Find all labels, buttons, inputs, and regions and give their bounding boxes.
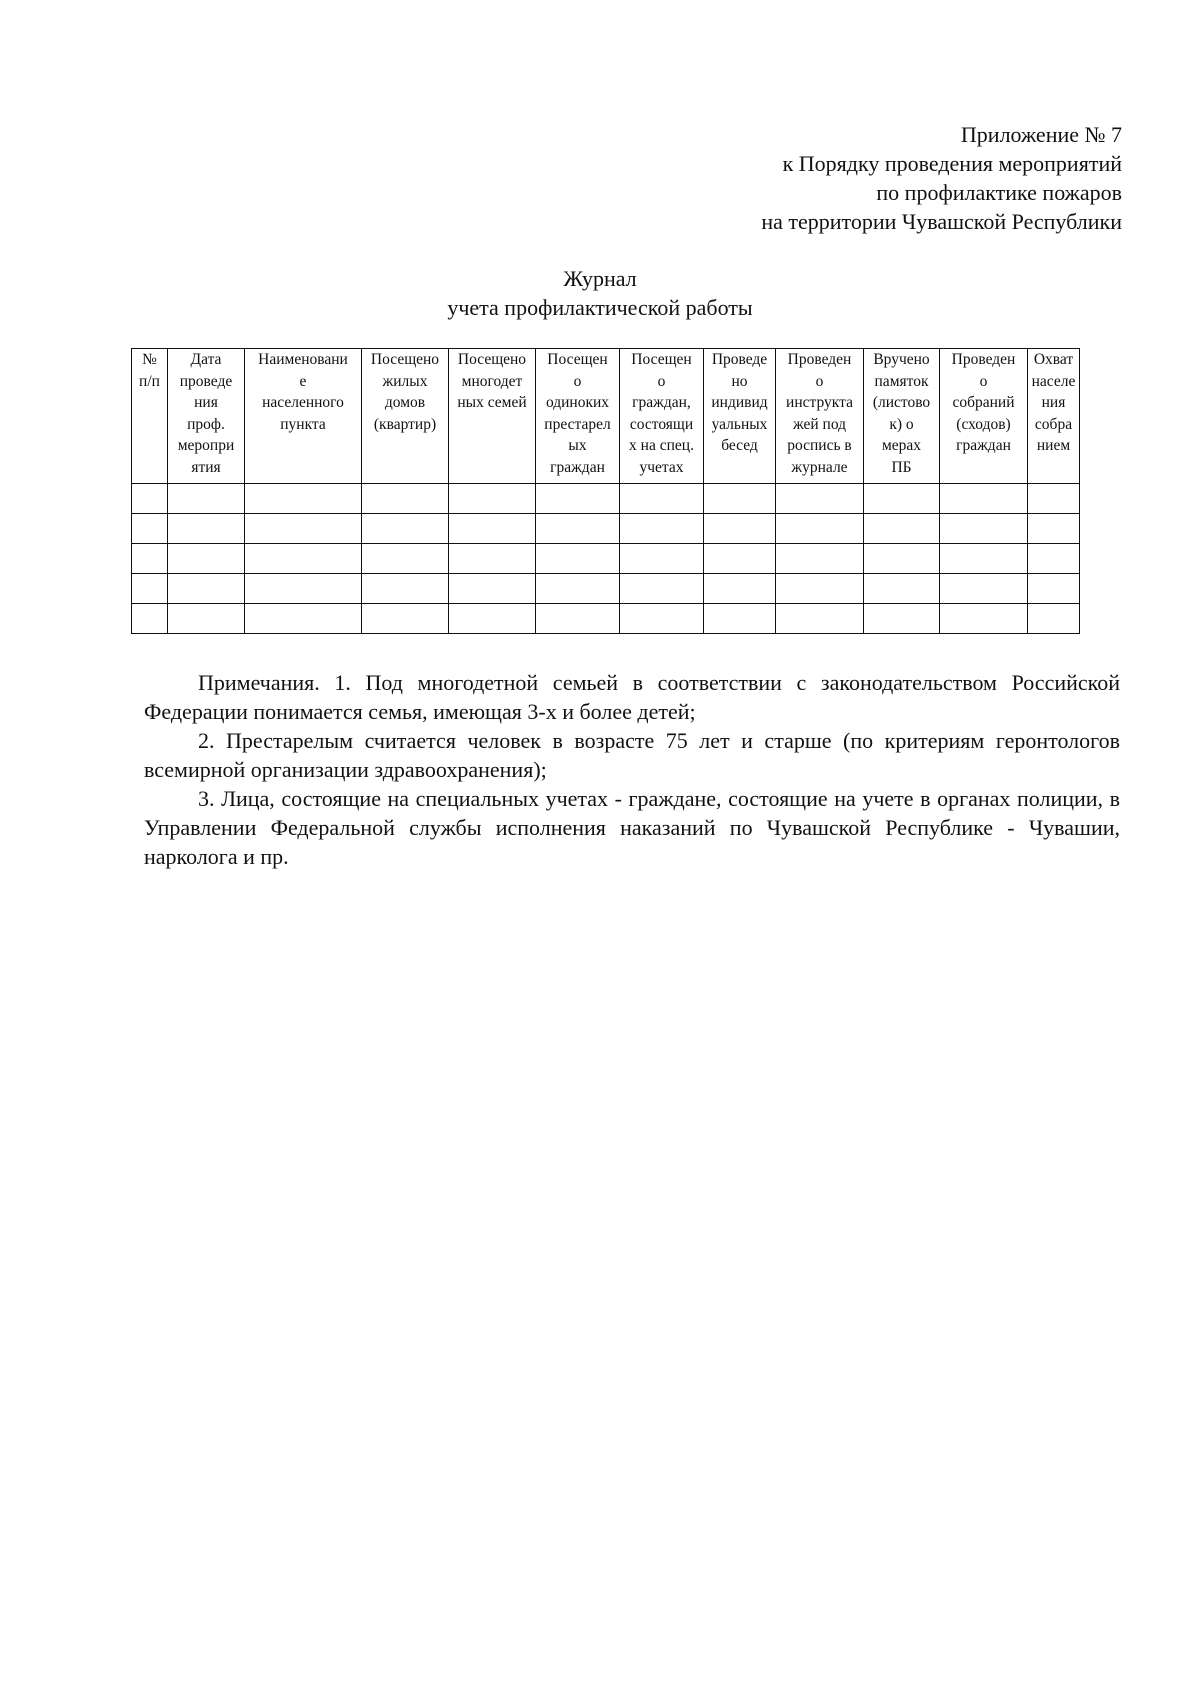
note-paragraph: 2. Престарелым считается человек в возрасте 75 лет и старше (по критериям геронтологов всемирной организации здравоохранения); bbox=[144, 728, 1120, 782]
appendix-line: Приложение № 7 bbox=[960, 122, 1122, 147]
table-cell bbox=[536, 484, 620, 514]
table-cell bbox=[704, 514, 776, 544]
column-header: Проведен о инструкта жей под роспись в журнале bbox=[776, 349, 864, 484]
table-cell bbox=[168, 574, 245, 604]
journal-title bbox=[0, 264, 1200, 322]
journal-title-line1: Журнал bbox=[563, 266, 637, 291]
table-cell bbox=[1028, 514, 1080, 544]
table-cell bbox=[864, 514, 940, 544]
appendix-line: по профилактике пожаров bbox=[876, 180, 1122, 205]
table-cell bbox=[864, 484, 940, 514]
table-header-row bbox=[132, 349, 1080, 484]
table-cell bbox=[776, 574, 864, 604]
table-cell bbox=[536, 604, 620, 634]
column-header: Вручено памяток (листово к) о мерах ПБ bbox=[864, 349, 940, 484]
table-cell bbox=[245, 514, 362, 544]
column-header: Наименовани е населенного пункта bbox=[245, 349, 362, 484]
appendix-line: к Порядку проведения мероприятий bbox=[782, 151, 1122, 176]
table-cell bbox=[704, 484, 776, 514]
table-cell bbox=[362, 574, 449, 604]
table-cell bbox=[776, 514, 864, 544]
journal-title-line2: учета профилактической работы bbox=[447, 295, 753, 320]
table-cell bbox=[620, 484, 704, 514]
table-row bbox=[132, 514, 1080, 544]
table-cell bbox=[362, 484, 449, 514]
table-row bbox=[132, 574, 1080, 604]
table-cell bbox=[776, 604, 864, 634]
notes-section bbox=[144, 668, 1120, 871]
table-cell bbox=[1028, 574, 1080, 604]
journal-table bbox=[131, 348, 1080, 634]
table-cell bbox=[940, 574, 1028, 604]
table-cell bbox=[536, 544, 620, 574]
table-cell bbox=[132, 514, 168, 544]
appendix-line: на территории Чувашской Республики bbox=[761, 209, 1122, 234]
column-header: Дата проведе ния проф. меропри ятия bbox=[168, 349, 245, 484]
note-paragraph: Примечания. 1. Под многодетной семьей в соответствии с законодательством Российской Федерации понимается семья, имеющая 3-х и более детей; bbox=[144, 670, 1120, 724]
table-cell bbox=[245, 574, 362, 604]
table-cell bbox=[1028, 484, 1080, 514]
table-cell bbox=[940, 484, 1028, 514]
table-row bbox=[132, 604, 1080, 634]
table-cell bbox=[362, 604, 449, 634]
table-cell bbox=[620, 514, 704, 544]
column-header: Охват населе ния собра нием bbox=[1028, 349, 1080, 484]
table-cell bbox=[536, 514, 620, 544]
table-cell bbox=[245, 484, 362, 514]
table-cell bbox=[776, 544, 864, 574]
table-cell bbox=[704, 574, 776, 604]
table-cell bbox=[940, 544, 1028, 574]
table-cell bbox=[864, 574, 940, 604]
table-cell bbox=[864, 544, 940, 574]
column-header: № п/п bbox=[132, 349, 168, 484]
table-cell bbox=[245, 544, 362, 574]
table-cell bbox=[704, 604, 776, 634]
table-row bbox=[132, 484, 1080, 514]
table-cell bbox=[449, 514, 536, 544]
column-header: Посещен о граждан, состоящи х на спец. учетах bbox=[620, 349, 704, 484]
table-cell bbox=[362, 514, 449, 544]
table-cell bbox=[536, 574, 620, 604]
column-header: Посещен о одиноких престарел ых граждан bbox=[536, 349, 620, 484]
note-paragraph: 3. Лица, состоящие на специальных учетах - граждане, состоящие на учете в органах полиции, в Управлении Федеральной службы исполнения наказаний по Чувашской Республике - Чувашии, нарколога и пр. bbox=[144, 786, 1120, 869]
column-header: Проведе но индивид уальных бесед bbox=[704, 349, 776, 484]
table-cell bbox=[620, 604, 704, 634]
table-cell bbox=[449, 484, 536, 514]
table-cell bbox=[864, 604, 940, 634]
table-cell bbox=[132, 484, 168, 514]
column-header: Проведен о собраний (сходов) граждан bbox=[940, 349, 1028, 484]
table-cell bbox=[168, 544, 245, 574]
table-cell bbox=[132, 604, 168, 634]
column-header: Посещено многодет ных семей bbox=[449, 349, 536, 484]
table-cell bbox=[132, 544, 168, 574]
table-cell bbox=[168, 484, 245, 514]
table-cell bbox=[168, 604, 245, 634]
table-cell bbox=[704, 544, 776, 574]
table-row bbox=[132, 544, 1080, 574]
table-cell bbox=[362, 544, 449, 574]
table-cell bbox=[132, 574, 168, 604]
table-cell bbox=[776, 484, 864, 514]
table-cell bbox=[940, 514, 1028, 544]
table-cell bbox=[1028, 544, 1080, 574]
table-cell bbox=[620, 574, 704, 604]
table-cell bbox=[245, 604, 362, 634]
column-header: Посещено жилых домов (квартир) bbox=[362, 349, 449, 484]
table-cell bbox=[168, 514, 245, 544]
appendix-header bbox=[761, 120, 1122, 236]
table-cell bbox=[449, 544, 536, 574]
table-cell bbox=[940, 604, 1028, 634]
table-cell bbox=[449, 604, 536, 634]
table-body bbox=[132, 484, 1080, 634]
table-cell bbox=[1028, 604, 1080, 634]
table-cell bbox=[449, 574, 536, 604]
table-cell bbox=[620, 544, 704, 574]
